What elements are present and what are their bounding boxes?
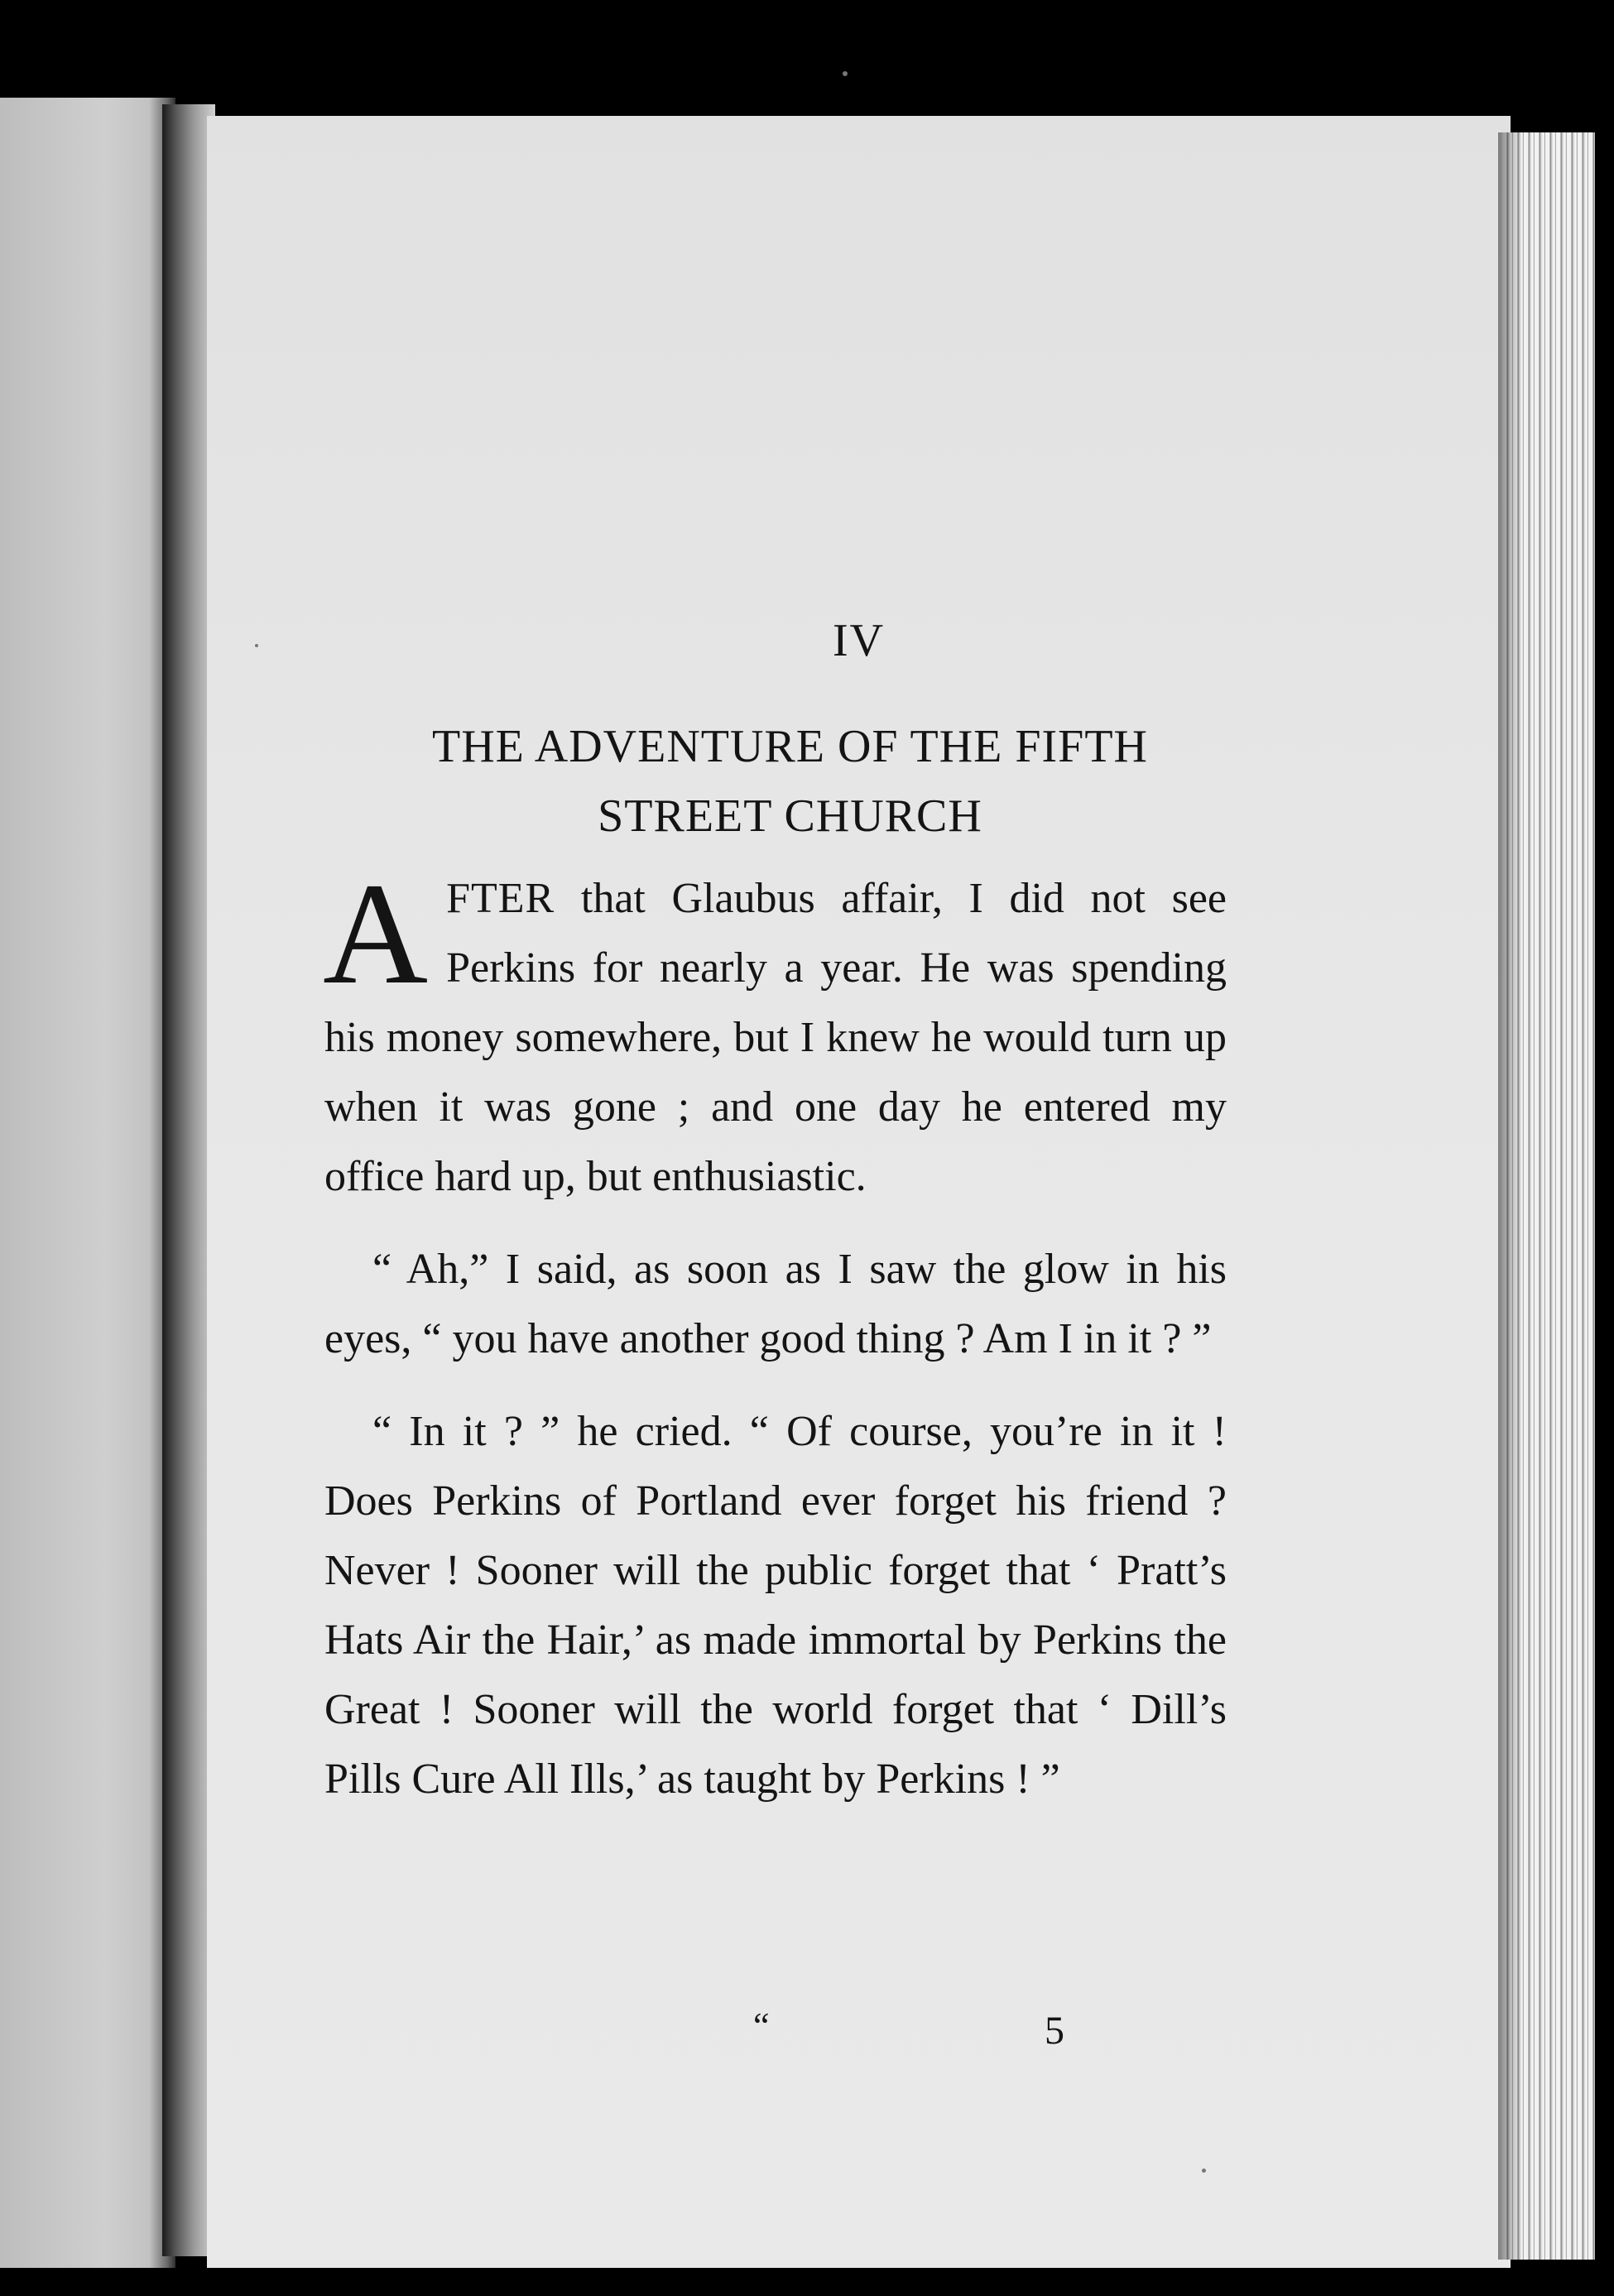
chapter-title bbox=[324, 712, 1256, 851]
drop-cap: A bbox=[323, 853, 429, 1015]
chapter-number: IV bbox=[832, 615, 886, 666]
page-edge-shadow bbox=[1498, 132, 1523, 2260]
body-text bbox=[323, 853, 1227, 1814]
catchword: “ bbox=[753, 2005, 770, 2046]
paragraph bbox=[323, 853, 1227, 1212]
speck-mark bbox=[843, 71, 848, 76]
paragraph-text: that Glaubus affair, I did not see Perkins for nearly a year. He was spending his money somewhere, but I knew he would turn up when it was gone ; and one day he entered my office hard up, but enthusiastic. bbox=[324, 875, 1227, 1200]
paragraph: “ Ah,” I said, as soon as I saw the glow in his eyes, “ you have another good thing ? Am I in it ? ” bbox=[324, 1246, 1227, 1362]
speck-mark bbox=[1202, 2169, 1206, 2173]
chapter-title-line: STREET CHURCH bbox=[598, 790, 982, 842]
chapter-title-line: THE ADVENTURE OF THE FIFTH bbox=[432, 721, 1148, 772]
paragraph: “ In it ? ” he cried. “ Of course, you’re in it ! Does Perkins of Portland ever forget his friend ? Never ! Sooner will the public forget that ‘ Pratt’s Hats Air the Hair,’ as made immortal by Perkins the Great ! Sooner will the world forget that ‘ Dill’s Pills Cure All Ills,’ as taught by Perkins ! ” bbox=[324, 1408, 1227, 1803]
facing-page bbox=[0, 98, 175, 2268]
signature-mark: 5 bbox=[1045, 2009, 1064, 2053]
first-word: FTER bbox=[446, 875, 555, 922]
